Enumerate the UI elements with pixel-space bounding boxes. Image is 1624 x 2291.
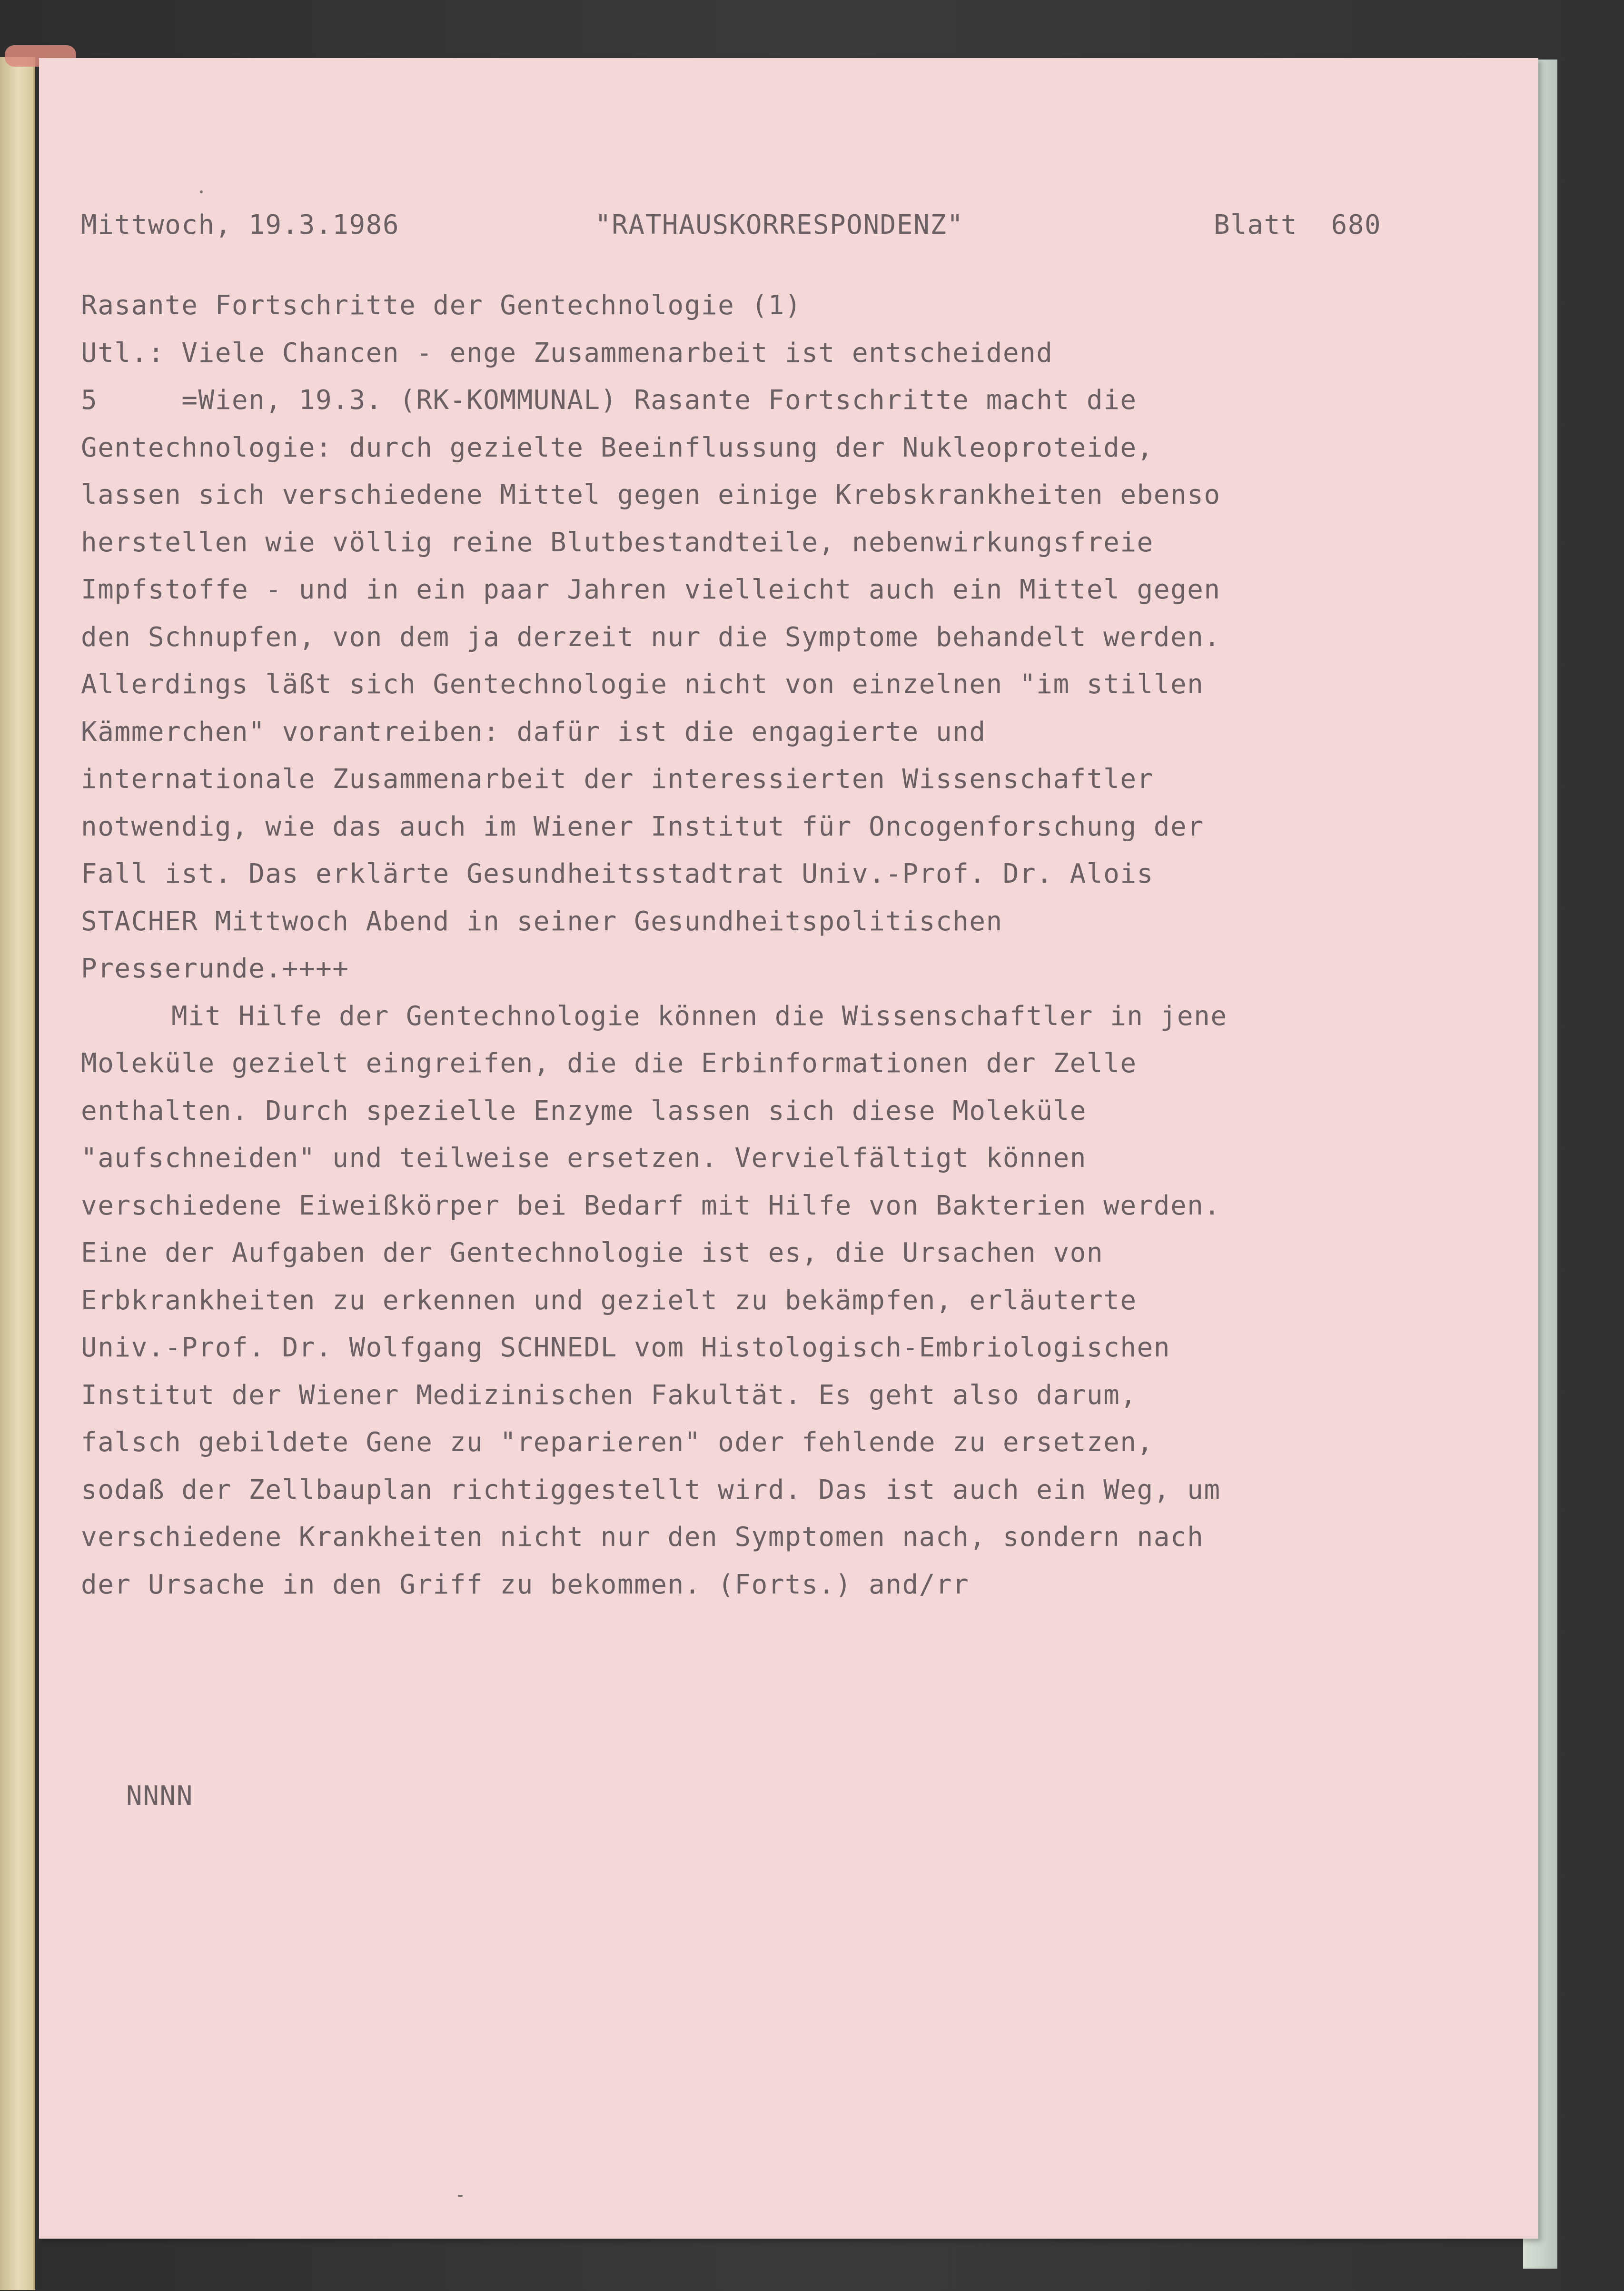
- document-header: [81, 209, 1414, 257]
- text-line: Allerdings läßt sich Gentechnologie nicht von einzelnen "im stillen: [81, 669, 1204, 700]
- paragraph-start-line: Mit Hilfe der Gentechnologie können die Wissenschaftler in jene: [171, 1000, 1228, 1032]
- text-line: STACHER Mittwoch Abend in seiner Gesundheitspolitischen: [81, 906, 1003, 937]
- paper-speck: [458, 2195, 463, 2197]
- document-body: [81, 209, 1414, 1608]
- text-line: herstellen wie völlig reine Blutbestandteile, nebenwirkungsfreie: [81, 527, 1154, 558]
- text-line: Fall ist. Das erklärte Gesundheitsstadtrat Univ.-Prof. Dr. Alois: [81, 858, 1154, 889]
- header-source: "RATHAUSKORRESPONDENZ": [595, 209, 964, 240]
- text-line: verschiedene Eiweißkörper bei Bedarf mit Hilfe von Bakterien werden.: [81, 1190, 1221, 1221]
- text-line: den Schnupfen, von dem ja derzeit nur die Symptome behandelt werden.: [81, 621, 1221, 653]
- text-line: Erbkrankheiten zu erkennen und gezielt zu bekämpfen, erläuterte: [81, 1285, 1137, 1316]
- end-of-message-mark: NNNN: [126, 1781, 193, 1812]
- text-line: Univ.-Prof. Dr. Wolfgang SCHNEDL vom Histologisch-Embriologischen: [81, 1332, 1170, 1363]
- text-line: lassen sich verschiedene Mittel gegen einige Krebskrankheiten ebenso: [81, 479, 1221, 510]
- text-line: enthalten. Durch spezielle Enzyme lassen sich diese Moleküle: [81, 1095, 1087, 1126]
- text-line: verschiedene Krankheiten nicht nur den Symptomen nach, sondern nach: [81, 1522, 1204, 1553]
- article-title: Rasante Fortschritte der Gentechnologie (1): [81, 290, 802, 321]
- text-line: "aufschneiden" und teilweise ersetzen. Vervielfältigt können: [81, 1143, 1087, 1174]
- text-line: Kämmerchen" vorantreiben: dafür ist die engagierte und: [81, 716, 986, 747]
- binder-spine: [0, 57, 35, 2290]
- text-line: Eine der Aufgaben der Gentechnologie ist es, die Ursachen von: [81, 1237, 1104, 1268]
- header-page-number: Blatt 680: [1214, 209, 1382, 240]
- text-line: Gentechnologie: durch gezielte Beeinflussung der Nukleoproteide,: [81, 432, 1154, 463]
- text-line: 5 =Wien, 19.3. (RK-KOMMUNAL) Rasante Fortschritte macht die: [81, 385, 1137, 416]
- text-line: Presserunde.++++: [81, 953, 349, 984]
- paper-speck: [200, 190, 203, 193]
- text-line: der Ursache in den Griff zu bekommen. (Forts.) and/rr: [81, 1569, 970, 1600]
- text-line: Impfstoffe - und in ein paar Jahren vielleicht auch ein Mittel gegen: [81, 574, 1221, 605]
- article-subtitle: Utl.: Viele Chancen - enge Zusammenarbeit ist entscheidend: [81, 337, 1053, 369]
- text-line: internationale Zusammenarbeit der interessierten Wissenschaftler: [81, 764, 1154, 795]
- text-line: falsch gebildete Gene zu "reparieren" oder fehlende zu ersetzen,: [81, 1427, 1154, 1458]
- text-line: notwendig, wie das auch im Wiener Institut für Oncogenforschung der: [81, 811, 1204, 842]
- text-line: Moleküle gezielt eingreifen, die die Erbinformationen der Zelle: [81, 1048, 1137, 1079]
- header-date: Mittwoch, 19.3.1986: [81, 209, 400, 240]
- text-line: Institut der Wiener Medizinischen Fakultät. Es geht also darum,: [81, 1379, 1137, 1411]
- text-line: sodaß der Zellbauplan richtiggestellt wird. Das ist auch ein Weg, um: [81, 1474, 1221, 1505]
